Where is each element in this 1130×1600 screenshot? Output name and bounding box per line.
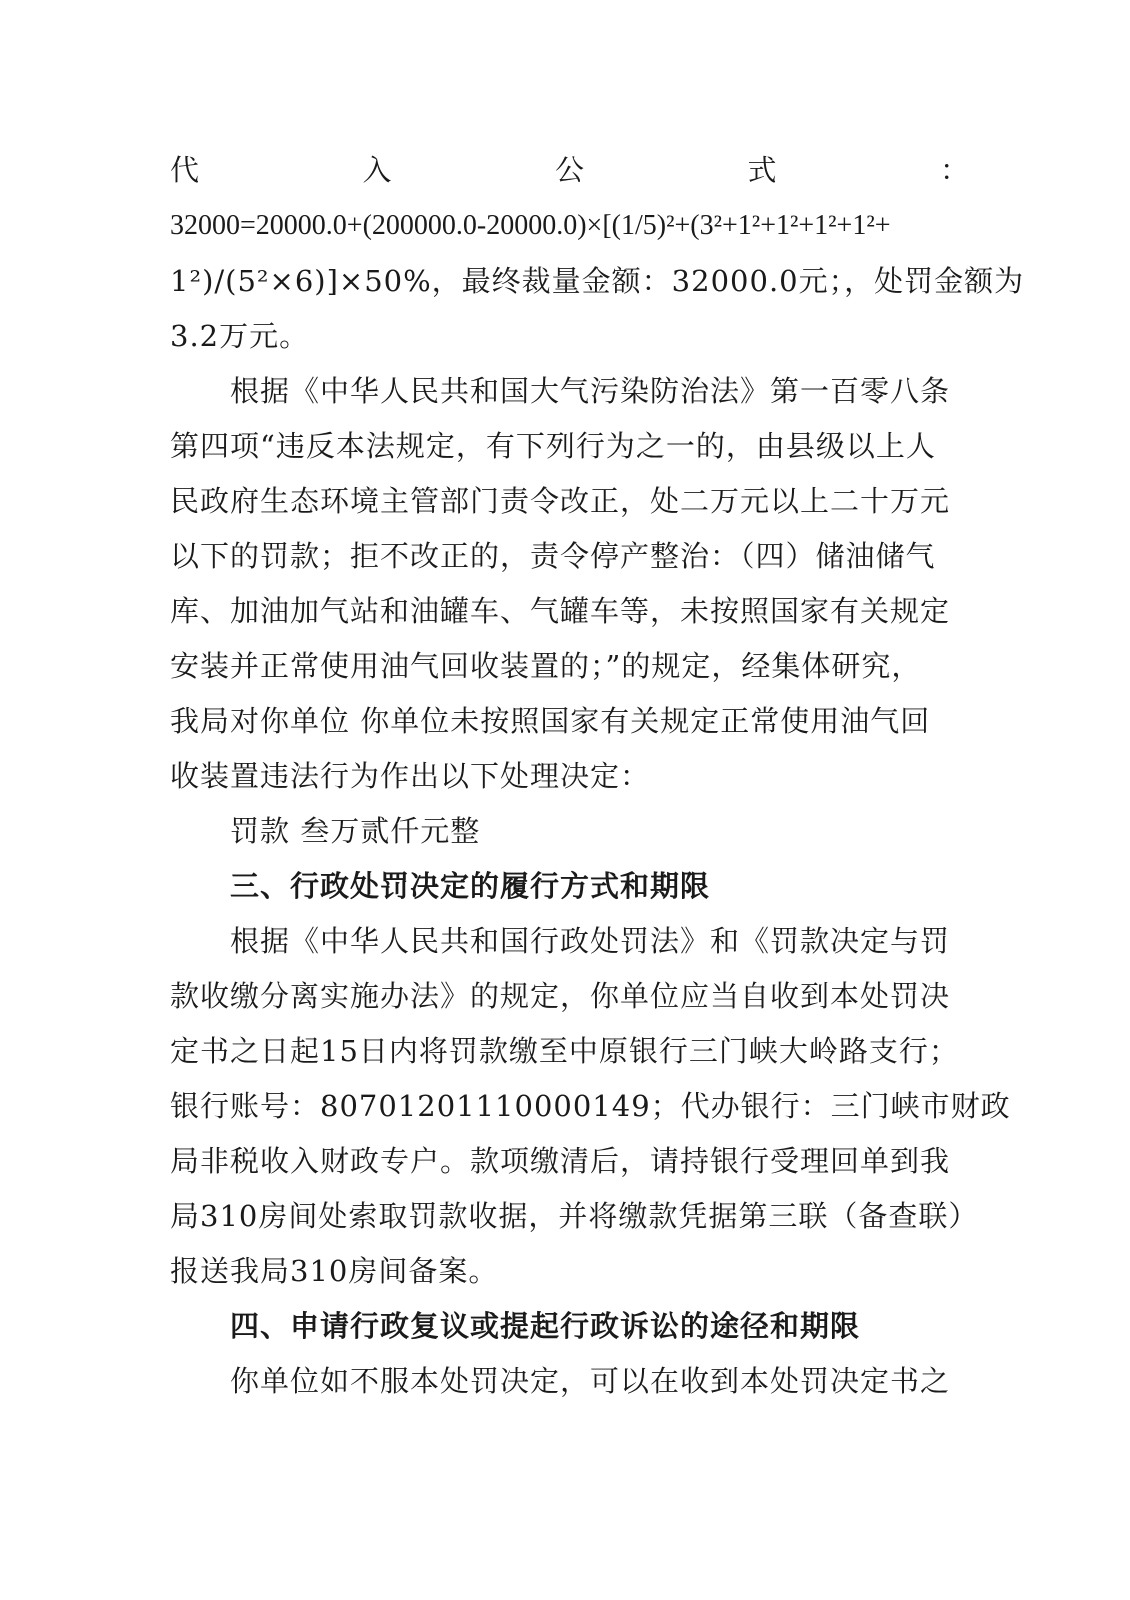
section-heading-3: 三、行政处罚决定的履行方式和期限	[230, 869, 711, 903]
payment-line: 局310房间处索取罚款收据，并将缴款凭据第三联（备查联）	[170, 1199, 979, 1233]
legal-basis-line: 我局对你单位 你单位未按照国家有关规定正常使用油气回	[170, 704, 931, 738]
legal-basis-line: 库、加油加气站和油罐车、气罐车等，未按照国家有关规定	[170, 594, 951, 628]
bank-account-line: 银行账号：80701201110000149；代办银行：三门峡市财政	[170, 1089, 1011, 1123]
legal-basis-line: 民政府生态环境主管部门责令改正，处二万元以上二十万元	[170, 484, 951, 518]
payment-paragraph: 根据《中华人民共和国行政处罚法》和《罚款决定与罚	[230, 924, 951, 958]
payment-line: 报送我局310房间备案。	[170, 1254, 499, 1288]
legal-basis-line: 第四项“违反本法规定，有下列行为之一的，由县级以上人	[170, 429, 936, 463]
appeal-paragraph: 你单位如不服本处罚决定，可以在收到本处罚决定书之	[230, 1364, 951, 1398]
legal-basis-paragraph: 根据《中华人民共和国大气污染防治法》第一百零八条	[230, 374, 951, 408]
legal-basis-line: 安装并正常使用油气回收装置的；”的规定，经集体研究，	[170, 649, 922, 683]
section-heading-4: 四、申请行政复议或提起行政诉讼的途径和期限	[230, 1309, 861, 1343]
payment-line: 定书之日起15日内将罚款缴至中原银行三门峡大岭路支行；	[170, 1034, 959, 1068]
formula-intro-char: 式	[747, 153, 778, 187]
formula-line: 32000=20000.0+(200000.0-20000.0)×[(1/5)²+(3²+1²+1²+1²+1²+	[170, 210, 891, 241]
penalty-amount-line: 3.2万元。	[170, 319, 310, 353]
payment-line: 款收缴分离实施办法》的规定，你单位应当自收到本处罚决	[170, 979, 951, 1013]
formula-intro-char: 公	[554, 153, 585, 187]
formula-result-line: 1²)/(5²×6)]×50%，最终裁量金额：32000.0元；，处罚金额为	[170, 264, 1025, 298]
formula-intro-char: ：	[939, 153, 970, 187]
legal-basis-line: 以下的罚款；拒不改正的，责令停产整治：（四）储油储气	[170, 539, 936, 573]
formula-intro-char: 入	[362, 153, 393, 187]
payment-line: 局非税收入财政专户。款项缴清后，请持银行受理回单到我	[170, 1144, 951, 1178]
formula-intro-char: 代	[170, 153, 201, 187]
legal-basis-line: 收装置违法行为作出以下处理决定：	[170, 759, 651, 793]
formula-intro-line	[170, 148, 970, 192]
penalty-decision: 罚款 叁万贰仟元整	[230, 814, 481, 848]
